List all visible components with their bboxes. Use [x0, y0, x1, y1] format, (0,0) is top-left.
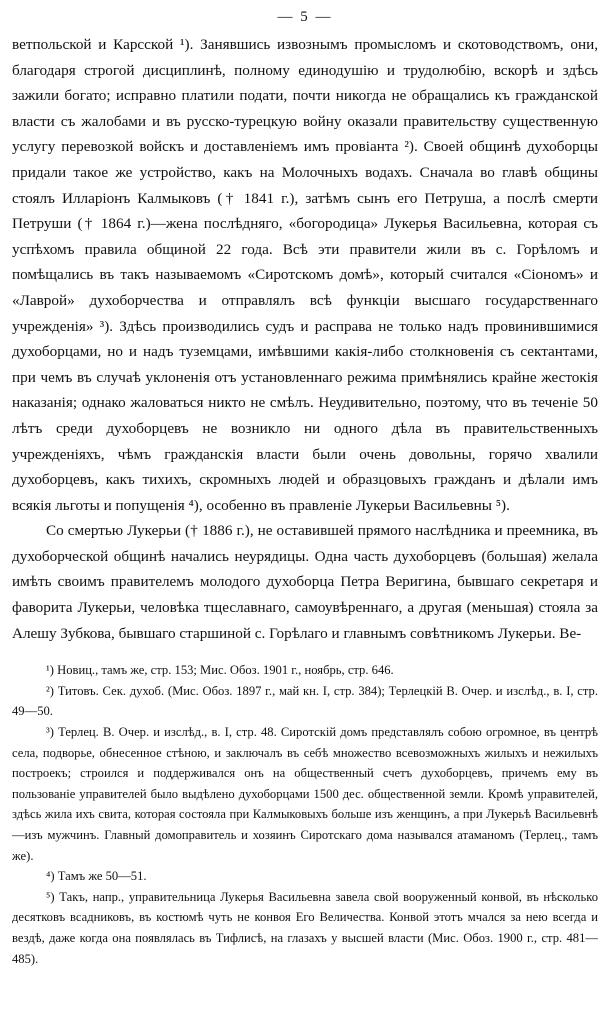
body-paragraph-2: Со смертью Лукерьи († 1886 г.), не оставившей прямого наслѣдника и преемника, въ духоборческой общинѣ начались неурядицы. Одна часть духоборцевъ (большая) желала имѣть своимъ правителемъ молодого духоборца Петра Веригина, бывшаго секретаря и фаворита Лукерьи, человѣка тщеславнаго, самоувѣреннаго, а другая (меньшая) стояла за Алешу Зубкова, бывшаго старшиной с. Горѣлаго и главнымъ совѣтникомъ Лукерьи. Ве-: [12, 522, 598, 642]
footnotes: [12, 660, 598, 969]
footnote-2: ²) Титовъ. Сек. духоб. (Мис. Обоз. 1897 г., май кн. I, стр. 384); Терлецкій В. Очер. и изслѣд., в. I, стр. 49—50.: [12, 683, 598, 719]
body-paragraph-1: ветпольской и Карсской ¹). Занявшись извознымъ промысломъ и скотоводствомъ, они, благодаря строгой дисциплинѣ, полному единодушію и трудолюбію, вскорѣ и здѣсь зажили богато; исправно платили подати, почти никогда не обращались къ гражданской власти съ жалобами и въ русско-турецкую войну оказали правительству существенную услугу перевозкой войскъ и доставленіемъ имъ провіанта ²). Своей общинѣ духоборцы придали такое же устройство, какъ на Молочныхъ водахъ. Сначала во главѣ общины стоялъ Илларіонъ Калмыковъ († 1841 г.), затѣмъ сынъ его Петруша, а послѣ смерти Петруши († 1864 г.)—жена послѣдняго, «богородица» Лукерья Васильевна, которая съ успѣхомъ правила общиной 22 года. Всѣ эти правители жили въ с. Горѣломъ и помѣщались въ такъ называемомъ «Сиротскомъ домѣ», который считался «Сіономъ» и «Лаврой» духоборчества и отправлялъ всѣ функціи высшаго государственнаго учрежденія» ³). Здѣсь производились судъ и расправа не только надъ провинившимися духоборцами, но и надъ туземцами, имѣвшими какія-либо столкновенія съ сектантами, при чемъ въ случаѣ уклоненія отъ установленнаго режима примѣнялись крайне жестокія наказанія; однако жаловаться никто не смѣлъ. Неудивительно, поэтому, что въ теченіе 50 лѣтъ среди духоборцевъ не возникло ни одного дѣла въ правительственныхъ учрежденіяхъ, чѣмъ гражданскія власти были очень довольны, горячо хвалили духоборцевъ, какъ тихихъ, скромныхъ людей и образцовыхъ гражданъ и дѣлали имъ всякія льготы и попущенія ⁴), особенно въ правленіе Лукерьи Васильевны ⁵).: [12, 36, 598, 514]
page-number: — 5 —: [277, 9, 333, 25]
footnote-1: ¹) Новиц., тамъ же, стр. 153; Мис. Обоз. 1901 г., ноябрь, стр. 646.: [46, 663, 394, 678]
footnote-3: ³) Терлец. В. Очер. и изслѣд., в. I, стр. 48. Сиротскій домъ представлялъ собою огромное, въ центрѣ села, подворье, обнесенное стѣною, и заключалъ въ себѣ множество всевозможныхъ жилыхъ и нежилыхъ построекъ; строился и поддерживался онъ на общественный счетъ духоборцевъ, причемъ ему въ пользованіе управителей было выдѣлено духоборцами 1500 дес. общественной земли. Кромѣ управителей, здѣсь жила ихъ свита, которая состояла при Калмыковыхъ больше изъ женщинъ, а при Лукерьѣ Васильевнѣ—изъ мужчинъ. Главный домоправитель и хозяинъ Сиротскаго дома назывался атаманомъ (Терлец., тамъ же).: [12, 725, 598, 863]
footnote-4: ⁴) Тамъ же 50—51.: [46, 869, 147, 884]
footnote-5: ⁵) Такъ, напр., управительница Лукерья Васильевна завела свой вооруженный конвой, въ нѣсколько десятковъ всадниковъ, въ костюмѣ чуть не конвоя Его Величества. Конвой этотъ мчался за нею всегда и вездѣ, даже когда она появлялась въ Тифлисѣ, на глазахъ у высшей власти (Мис. Обоз. 1900 г., стр. 481—485).: [12, 889, 598, 966]
main-text: [12, 32, 598, 646]
